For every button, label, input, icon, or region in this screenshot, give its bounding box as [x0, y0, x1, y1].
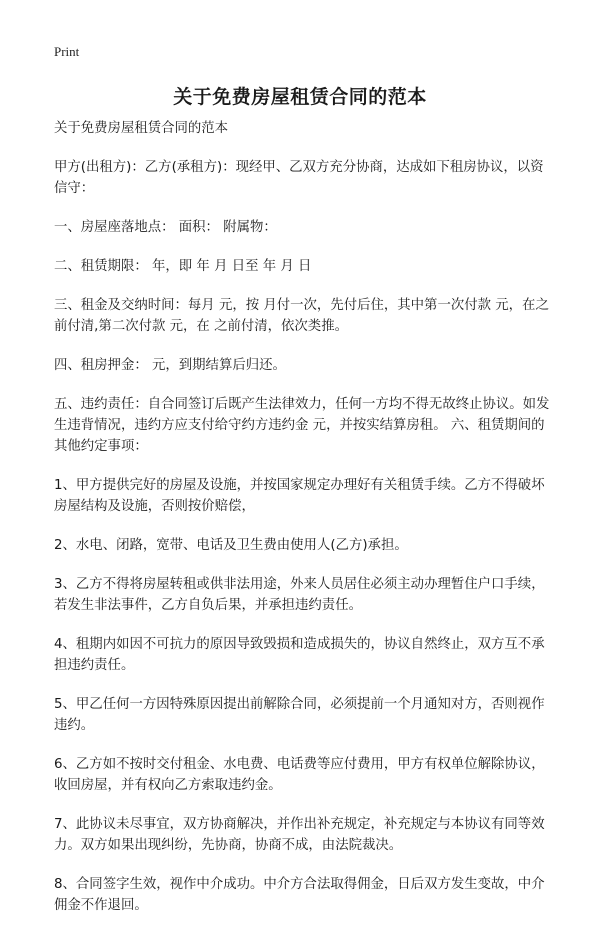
print-link[interactable]: Print [54, 44, 80, 59]
paragraph-clause-2: 2、水电、闭路，宽带、电话及卫生费由使用人(乙方)承担。 [54, 538, 408, 553]
page-title: 关于免费房屋租赁合同的范本 [173, 86, 427, 108]
paragraph-term: 二、租赁期限： 年，即 年 月 日至 年 月 日 [54, 259, 312, 274]
paragraph-clause-1: 1、甲方提供完好的房屋及设施，并按国家规定办理好有关租赁手续。乙方不得破坏房屋结构及设施，否则按价赔偿， [54, 478, 545, 514]
paragraph-rent: 三、租金及交纳时间：每月 元，按 月付一次，先付后住，其中第一次付款 元，在之前付清,第二次付款 元，在 之前付清，依次类推。 [54, 298, 549, 334]
document-subtitle: 关于免费房屋租赁合同的范本 [54, 121, 229, 136]
paragraph-liability: 五、违约责任：自合同签订后既产生法律效力，任何一方均不得无故终止协议。如发生违背情况，违约方应支付给守约方违约金 元，并按实结算房租。 六、租赁期间的其他约定事项： [54, 397, 550, 454]
paragraph-clause-5: 5、甲乙任何一方因特殊原因提出前解除合同，必须提前一个月通知对方，否则视作违约。 [54, 697, 545, 733]
paragraph-clause-3: 3、乙方不得将房屋转租或供非法用途，外来人员居住必须主动办理暂住户口手续，若发生非法事件，乙方自负后果，并承担违约责任。 [54, 577, 545, 613]
document-body [54, 118, 550, 934]
paragraph-clause-7: 7、此协议未尽事宜，双方协商解决，并作出补充规定，补充规定与本协议有同等效力。双方如果出现纠纷，先协商，协商不成，由法院裁决。 [54, 817, 545, 853]
paragraph-clause-6: 6、乙方如不按时交付租金、水电费、电话费等应付费用，甲方有权单位解除协议，收回房屋，并有权向乙方索取违约金。 [54, 757, 545, 793]
paragraph-deposit: 四、租房押金： 元，到期结算后归还。 [54, 358, 286, 373]
paragraph-location: 一、房屋座落地点： 面积： 附属物： [54, 220, 277, 235]
paragraph-clause-8: 8、合同签字生效，视作中介成功。中介方合法取得佣金，日后双方发生变故，中介佣金不作退回。 [54, 877, 545, 913]
paragraph-clause-4: 4、租期内如因不可抗力的原因导致毁损和造成损失的，协议自然终止，双方互不承担违约责任。 [54, 637, 545, 673]
paragraph-parties: 甲方(出租方)：乙方(承租方)：现经甲、乙双方充分协商，达成如下租房协议，以资信守： [54, 160, 544, 196]
